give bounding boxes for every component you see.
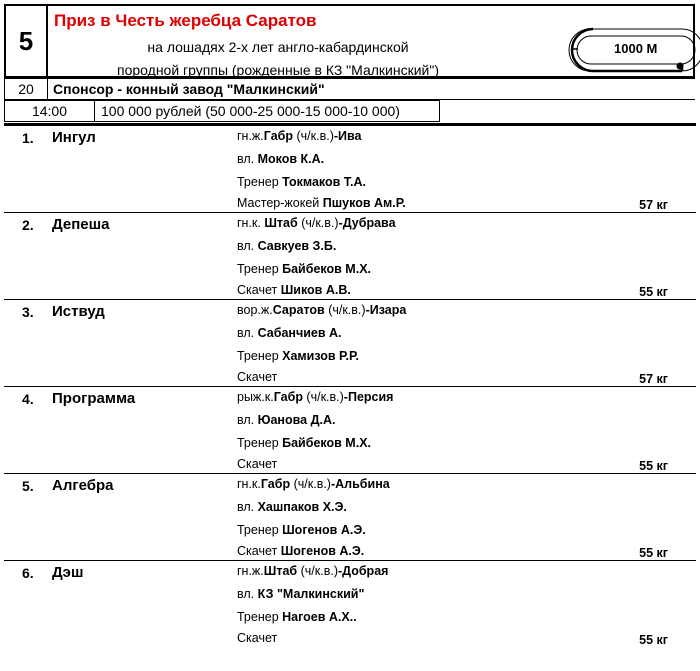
pedigree: гн.ж.Габр (ч/к.в.)-Ива — [237, 129, 362, 143]
jockey: Скачет — [237, 370, 278, 384]
trainer: Тренер Байбеков М.Х. — [237, 436, 371, 450]
list-item — [4, 213, 696, 300]
race-conditions-line1: на лошадях 2-х лет англо-кабардинской — [147, 39, 409, 55]
pedigree: рыж.к.Габр (ч/к.в.)-Персия — [237, 390, 394, 404]
horse-name: Депеша — [52, 216, 110, 233]
entry-number: 4. — [22, 391, 34, 407]
pedigree: гн.к. Штаб (ч/к.в.)-Дубрава — [237, 216, 396, 230]
owner: вл. Юанова Д.А. — [237, 413, 336, 427]
jockey: Скачет Шогенов А.Э. — [237, 544, 365, 558]
list-item — [4, 474, 696, 561]
entry-number: 6. — [22, 565, 34, 581]
owner: вл. Сабанчиев А. — [237, 326, 342, 340]
trainer: Тренер Нагоев А.Х.. — [237, 610, 357, 624]
sponsor-text: Спонсор - конный завод "Малкинский" — [53, 81, 325, 97]
pedigree: вор.ж.Саратов (ч/к.в.)-Изара — [237, 303, 407, 317]
distance-label: 1000 М — [614, 41, 658, 56]
trainer: Тренер Шогенов А.Э. — [237, 523, 366, 537]
trainer: Тренер Токмаков Т.А. — [237, 175, 366, 189]
jockey: Скачет — [237, 631, 278, 645]
list-item — [4, 126, 696, 213]
entry-number: 2. — [22, 217, 34, 233]
race-time: 14:00 — [4, 100, 95, 122]
horse-name: Иствуд — [52, 303, 105, 320]
entry-number: 1. — [22, 130, 34, 146]
pedigree: гн.ж.Штаб (ч/к.в.)-Добрая — [237, 564, 389, 578]
list-item — [4, 387, 696, 474]
weight: 57 кг — [639, 198, 668, 212]
weight: 55 кг — [639, 285, 668, 299]
prize-money: 100 000 рублей (50 000-25 000-15 000-10 000) — [94, 100, 440, 122]
owner: вл. Моков К.А. — [237, 152, 325, 166]
horse-name: Ингул — [52, 129, 96, 146]
entry-number: 5. — [22, 478, 34, 494]
race-header — [0, 0, 700, 122]
owner: вл. Хашпаков Х.Э. — [237, 500, 347, 514]
trainer: Тренер Хамизов Р.Р. — [237, 349, 359, 363]
list-item — [4, 300, 696, 387]
weight: 55 кг — [639, 459, 668, 473]
horse-name: Программа — [52, 390, 136, 407]
track-diagram — [566, 26, 700, 74]
trainer: Тренер Байбеков М.Х. — [237, 262, 371, 276]
runners-count: 20 — [4, 78, 48, 100]
pedigree: гн.к.Габр (ч/к.в.)-Альбина — [237, 477, 390, 491]
horse-name: Дэш — [52, 564, 84, 581]
list-item — [4, 561, 696, 648]
jockey: Скачет Шиков А.В. — [237, 283, 351, 297]
jockey: Скачет — [237, 457, 278, 471]
entry-number: 3. — [22, 304, 34, 320]
race-number: 5 — [4, 4, 48, 78]
jockey: Мастер-жокей Пшуков Ам.Р. — [237, 196, 406, 210]
weight: 55 кг — [639, 633, 668, 647]
sponsor-row — [47, 78, 695, 100]
owner: вл. Савкуев З.Б. — [237, 239, 337, 253]
weight: 57 кг — [639, 372, 668, 386]
weight: 55 кг — [639, 546, 668, 560]
race-title-box — [47, 4, 695, 78]
race-title: Приз в Честь жеребца Саратов — [54, 11, 317, 30]
owner: вл. КЗ "Малкинский" — [237, 587, 365, 601]
horse-name: Алгебра — [52, 477, 114, 494]
entries-list — [0, 126, 700, 648]
race-conditions-line2: породной группы (рожденные в КЗ "Малкинский") — [117, 62, 439, 78]
